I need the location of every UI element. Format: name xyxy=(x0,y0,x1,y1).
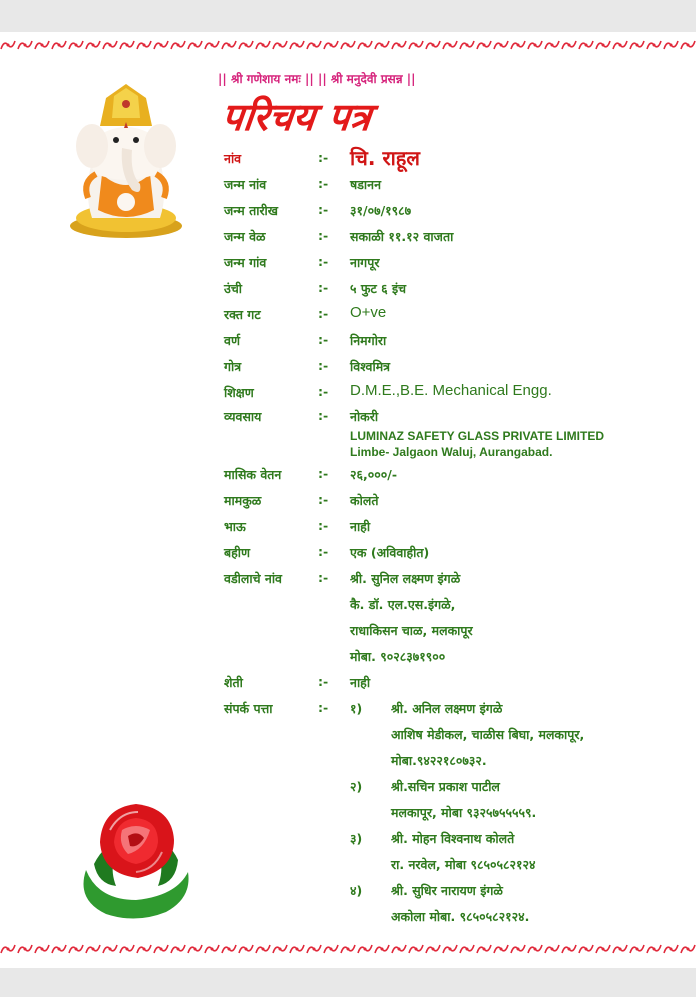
field-label: बहीण xyxy=(224,545,251,560)
border-motif xyxy=(426,945,440,953)
field-separator: :- xyxy=(318,492,329,507)
father-address-line: कै. डॉ. एल.एस.इंगळे, xyxy=(350,597,456,612)
border-motif xyxy=(596,945,610,953)
border-motif xyxy=(579,41,593,49)
border-motif xyxy=(103,41,117,49)
border-motif xyxy=(443,41,457,49)
border-motif xyxy=(528,945,542,953)
invocation-text: || श्री गणेशाय नमः || || श्री मनुदेवी प्रसन्न || xyxy=(218,72,416,86)
border-motif xyxy=(324,41,338,49)
field-separator: :- xyxy=(318,570,329,585)
contact-line: श्री. मोहन विश्वनाथ कोलते xyxy=(391,831,515,846)
border-motif xyxy=(1,41,15,49)
border-motif xyxy=(647,41,661,49)
border-motif xyxy=(494,41,508,49)
ganesha-idol-image xyxy=(62,78,190,240)
border-motif xyxy=(341,945,355,953)
border-motif xyxy=(35,945,49,953)
field-value-name: चि. राहूल xyxy=(350,146,420,170)
border-motif xyxy=(494,945,508,953)
field-separator: :- xyxy=(318,176,329,191)
field-value: निमगोरा xyxy=(350,333,387,348)
contact-number: २) xyxy=(350,779,363,794)
border-motif xyxy=(69,41,83,49)
border-motif xyxy=(205,945,219,953)
border-motif xyxy=(290,41,304,49)
field-label: वर्ण xyxy=(224,333,240,348)
border-motif xyxy=(256,945,270,953)
border-motif xyxy=(188,945,202,953)
rose-emblem-image xyxy=(76,800,196,922)
field-separator: :- xyxy=(318,358,329,373)
field-value: ३१/०७/१९८७ xyxy=(350,203,412,218)
field-separator: :- xyxy=(318,518,329,533)
contact-line: श्री. अनिल लक्ष्मण इंगळे xyxy=(391,701,503,716)
field-value: D.M.E.,B.E. Mechanical Engg. xyxy=(350,382,552,399)
border-motif xyxy=(307,945,321,953)
border-motif xyxy=(664,41,678,49)
border-motif xyxy=(358,945,372,953)
border-motif xyxy=(681,41,695,49)
border-motif xyxy=(103,945,117,953)
field-label: नांव xyxy=(224,151,242,166)
field-value: नाही xyxy=(350,519,371,534)
border-motif xyxy=(307,41,321,49)
contact-number: १) xyxy=(350,701,363,716)
border-motif xyxy=(18,41,32,49)
border-motif xyxy=(18,945,32,953)
field-label: जन्म नांव xyxy=(224,177,267,192)
field-label: वडीलाचे नांव xyxy=(224,571,283,586)
field-separator: :- xyxy=(318,408,329,423)
field-value: नागपूर xyxy=(350,255,380,270)
border-motif xyxy=(545,41,559,49)
field-value: विश्वमित्र xyxy=(350,359,391,374)
contact-line: रा. नरवेल, मोबा ९८५०५८२१२४ xyxy=(391,857,536,872)
field-value: नाही xyxy=(350,675,371,690)
field-separator: :- xyxy=(318,306,329,321)
field-label: उंची xyxy=(224,281,243,296)
border-motif xyxy=(460,41,474,49)
border-motif xyxy=(205,41,219,49)
border-motif xyxy=(137,945,151,953)
border-motif xyxy=(477,945,491,953)
contact-line: मोबा.९४२२१८०७३२. xyxy=(391,753,487,768)
border-motif xyxy=(647,945,661,953)
border-motif xyxy=(239,41,253,49)
border-motif xyxy=(35,41,49,49)
field-value: कोलते xyxy=(350,493,379,508)
field-separator: :- xyxy=(318,466,329,481)
border-motif xyxy=(511,945,525,953)
border-motif xyxy=(630,945,644,953)
border-motif xyxy=(630,41,644,49)
contact-number: ४) xyxy=(350,883,363,898)
border-motif xyxy=(273,41,287,49)
field-separator: :- xyxy=(318,280,329,295)
border-motif xyxy=(443,945,457,953)
field-value: O+ve xyxy=(350,304,387,321)
border-motif xyxy=(579,945,593,953)
company-name: LUMINAZ SAFETY GLASS PRIVATE LIMITED xyxy=(350,429,605,443)
border-motif xyxy=(120,41,134,49)
border-motif xyxy=(188,41,202,49)
border-motif xyxy=(171,41,185,49)
border-motif xyxy=(222,945,236,953)
border-motif xyxy=(1,945,15,953)
border-motif xyxy=(613,41,627,49)
field-separator: :- xyxy=(318,674,329,689)
field-separator: :- xyxy=(318,254,329,269)
border-motif xyxy=(477,41,491,49)
page-title: परिचय पत्र xyxy=(219,95,374,139)
border-motif xyxy=(86,41,100,49)
field-label: मामकुळ xyxy=(224,493,262,508)
field-separator: :- xyxy=(318,384,329,399)
border-motif xyxy=(528,41,542,49)
top-decorative-border xyxy=(0,38,696,52)
field-label: गोत्र xyxy=(224,359,242,374)
top-gray-band xyxy=(0,0,696,32)
border-motif xyxy=(392,945,406,953)
border-motif xyxy=(154,41,168,49)
border-motif xyxy=(562,945,576,953)
border-motif xyxy=(596,41,610,49)
field-label: संपर्क पत्ता xyxy=(224,701,273,716)
field-label: जन्म वेळ xyxy=(224,229,266,244)
border-motif xyxy=(120,945,134,953)
border-motif xyxy=(324,945,338,953)
border-motif xyxy=(86,945,100,953)
contact-line: अकोला मोबा. ९८५०५८२१२४. xyxy=(391,909,530,924)
border-motif xyxy=(137,41,151,49)
field-label: शेती xyxy=(224,675,243,690)
border-motif xyxy=(460,945,474,953)
company-address: Limbe- Jalgaon Waluj, Aurangabad. xyxy=(350,445,553,459)
border-motif xyxy=(341,41,355,49)
border-motif xyxy=(52,41,66,49)
border-motif xyxy=(392,41,406,49)
bottom-gray-band xyxy=(0,968,696,997)
field-label: जन्म गांव xyxy=(224,255,267,270)
father-address-line: राधाकिसन चाळ, मलकापूर xyxy=(350,623,473,638)
border-motif xyxy=(239,945,253,953)
border-motif xyxy=(664,945,678,953)
contact-number: ३) xyxy=(350,831,363,846)
border-motif xyxy=(409,945,423,953)
field-separator: :- xyxy=(318,202,329,217)
border-motif xyxy=(52,945,66,953)
border-motif xyxy=(426,41,440,49)
border-motif xyxy=(545,945,559,953)
border-motif xyxy=(409,41,423,49)
border-motif xyxy=(358,41,372,49)
border-motif xyxy=(511,41,525,49)
field-value: षडानन xyxy=(350,177,382,192)
field-label: रक्त गट xyxy=(224,307,261,322)
father-mobile: मोबा. ९०२८३७१९०० xyxy=(350,649,446,664)
field-label: व्यवसाय xyxy=(224,409,262,424)
border-motif xyxy=(256,41,270,49)
field-separator: :- xyxy=(318,150,329,165)
bottom-decorative-border xyxy=(0,942,696,956)
border-motif xyxy=(154,945,168,953)
field-value: एक (अविवाहीत) xyxy=(350,545,430,560)
field-separator: :- xyxy=(318,700,329,715)
border-motif xyxy=(171,945,185,953)
contact-line: श्री. सुधिर नारायण इंगळे xyxy=(391,883,503,898)
border-motif xyxy=(375,945,389,953)
contact-line: आशिष मेडीकल, चाळीस बिघा, मलकापूर, xyxy=(391,727,585,742)
field-separator: :- xyxy=(318,544,329,559)
field-separator: :- xyxy=(318,332,329,347)
field-value: सकाळी ११.१२ वाजता xyxy=(350,229,454,244)
contact-line: मलकापूर, मोबा ९३२५७५५५५९. xyxy=(391,805,537,820)
field-value: २६,०००/- xyxy=(350,467,398,482)
field-value: नोकरी xyxy=(350,409,379,424)
field-label: मासिक वेतन xyxy=(224,467,282,482)
border-motif xyxy=(69,945,83,953)
border-motif xyxy=(222,41,236,49)
field-value: श्री. सुनिल लक्ष्मण इंगळे xyxy=(350,571,461,586)
field-label: भाऊ xyxy=(224,519,246,534)
contact-line: श्री.सचिन प्रकाश पाटील xyxy=(391,779,500,794)
border-motif xyxy=(562,41,576,49)
field-label: जन्म तारीख xyxy=(224,203,279,218)
border-motif xyxy=(290,945,304,953)
field-label: शिक्षण xyxy=(224,385,254,400)
field-separator: :- xyxy=(318,228,329,243)
border-motif xyxy=(375,41,389,49)
border-motif xyxy=(273,945,287,953)
border-motif xyxy=(681,945,695,953)
border-motif xyxy=(613,945,627,953)
field-value: ५ फुट ६ इंच xyxy=(350,281,407,296)
